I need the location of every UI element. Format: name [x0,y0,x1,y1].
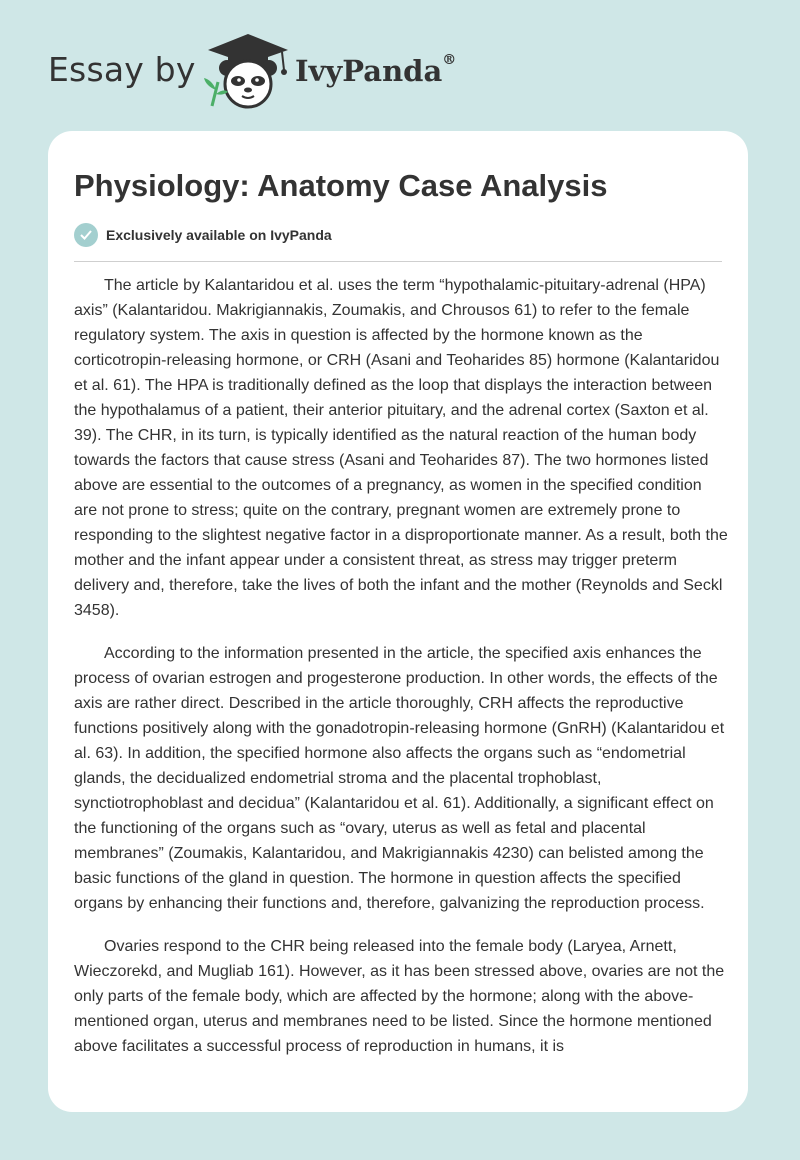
check-icon [74,223,98,247]
article-body [74,273,728,1077]
article-card [48,131,748,1112]
exclusive-badge [74,222,332,248]
essay-by-label: Essay by [48,50,196,89]
brand-name [295,54,456,88]
paragraph: The article by Kalantaridou et al. uses the term “hypothalamic-pituitary-adrenal (HPA) axis” (Kalantaridou. Makrigiannakis, Zoumakis, and Chrousos 61) to refer to the female regulatory system. The axis in question is affected by the hormone known as the corticotropin-releasing hormone, or CRH (Asani and Teoharides 85) hormone (Kalantaridou et al. 61). The HPA is traditionally defined as the loop that displays the interaction between the hypothalamus of a patient, their anterior pituitary, and the adrenal cortex (Saxton et al. 39). The CHR, in its turn, is typically identified as the natural reaction of the human body towards the factors that cause stress (Asani and Teoharides 87). The two hormones listed above are essential to the outcomes of a pregnancy, as women in the specified condition are not prone to stress; quite on the contrary, pregnant women are extremely prone to responding to the slightest negative factor in a disproportionate manner. As a result, both the mother and the infant appear under a consistent threat, as stress may trigger preterm delivery and, therefore, take the lives of both the infant and the mother (Reynolds and Seckl 3458). [74,277,728,619]
brand-text: IvyPanda [295,54,443,88]
registered-mark: ® [442,52,457,68]
ivypanda-logo[interactable] [198,30,298,110]
paragraph: Ovaries respond to the CHR being released into the female body (Laryea, Arnett, Wieczorekd, and Mugliab 161). However, as it has been stressed above, ovaries are not the only parts of the female body, which are affected by the hormone; along with the above-mentioned organ, uterus and membranes need to be listed. Since the hormone mentioned above facilitates a successful process of reproduction in humans, it is [74,938,725,1055]
exclusive-label: Exclusively available on IvyPanda [106,227,332,243]
divider [74,261,722,262]
site-header [48,30,748,110]
panda-graduate-icon [198,30,298,110]
page-title: Physiology: Anatomy Case Analysis [74,168,608,203]
paragraph: According to the information presented in the article, the specified axis enhances the process of ovarian estrogen and progesterone production. In other words, the effects of the axis are rather direct. Described in the article thoroughly, CRH affects the reproductive functions positively along with the gonadotropin-releasing hormone (GnRH) (Kalantaridou et al. 63). In addition, the specified hormone also affects the organs such as “endometrial glands, the decidualized endometrial stroma and the placental trophoblast, synctiotrophoblast and decidua” (Kalantaridou et al. 61). Additionally, a significant effect on the functioning of the organs such as “ovary, uterus as well as fetal and placental membranes” (Zoumakis, Kalantaridou, and Makrigiannakis 4230) can belisted among the basic functions of the gland in question. The hormone in question affects the specified organs by enhancing their functions and, therefore, galvanizing the reproduction process. [74,645,725,912]
